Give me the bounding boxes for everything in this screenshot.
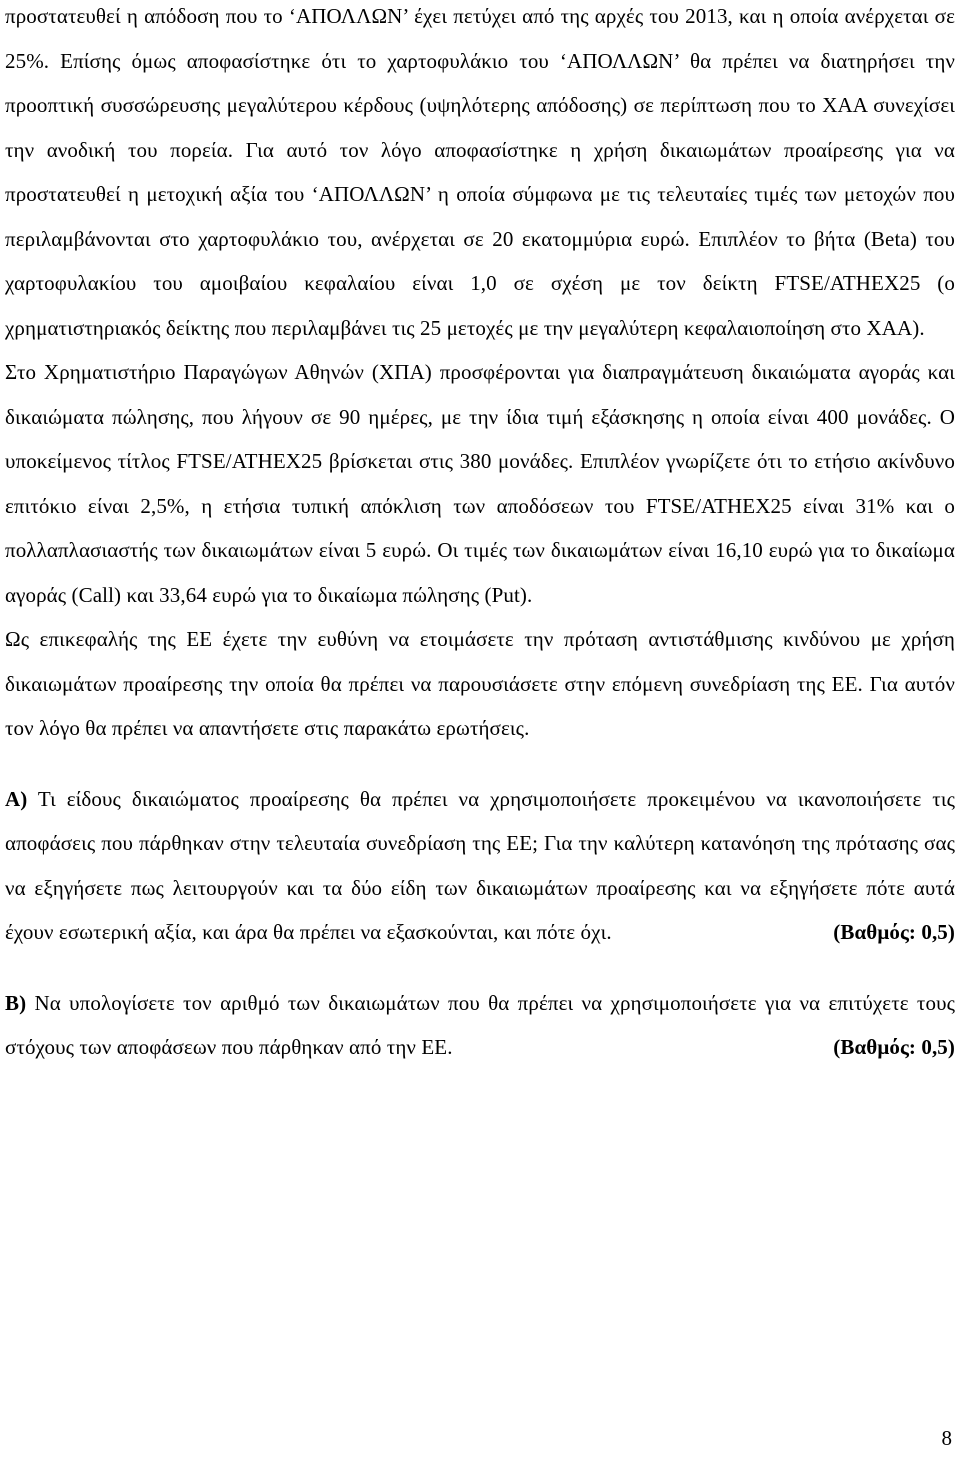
question-text: Να υπολογίσετε τον αριθμό των δικαιωμάτων που θα πρέπει να χρησιμοποιήσετε για να επιτύχετε τους στόχους των αποφάσεων που πάρθηκαν από την ΕΕ. [5,990,955,1059]
question-label: Α) [5,786,28,811]
question-grade: (Βαθμός: 0,5) [833,1035,955,1059]
body-paragraph: προστατευθεί η απόδοση που το ‘ΑΠΟΛΛΩΝ’ έχει πετύχει από της αρχές του 2013, και η οποία ανέρχεται σε 25%. Επίσης όμως αποφασίστηκε ότι το χαρτοφυλάκιο του ‘ΑΠΟΛΛΩΝ’ θα πρέπει να διατηρήσει την προοπτική συσσώρευσης μεγαλύτερου κέρδους (υψηλότερης απόδοσης) σε περίπτωση που το ΧΑΑ συνεχίσει την ανοδική του πορεία. Για αυτό τον λόγο αποφασίστηκε η χρήση δικαιωμάτων προαίρεσης για να προστατευθεί η μετοχική αξία του ‘ΑΠΟΛΛΩΝ’ η οποία σύμφωνα με τις τελευταίες τιμές των μετοχών που περιλαμβάνονται στο χαρτοφυλάκιο του, ανέρχεται σε 20 εκατομμύρια ευρώ. Επιπλέον το βήτα (Beta) του χαρτοφυλακίου του αμοιβαίου κεφαλαίου είναι 1,0 σε σχέση με τον δείκτη FTSE/ATHEX25 (ο χρηματιστηριακός δείκτης που περιλαμβάνει τις 25 μετοχές με την μεγαλύτερη κεφαλαιοποίηση στο ΧΑΑ). [5,4,955,340]
page-number: 8 [941,1426,952,1450]
question-text: Τι είδους δικαιώματος προαίρεσης θα πρέπει να χρησιμοποιήσετε προκειμένου να ικανοποιήσετε τις αποφάσεις που πάρθηκαν στην τελευταία συνεδρίαση της ΕΕ; Για την καλύτερη κατανόηση της πρότασης σας να εξηγήσετε πως λειτουργούν και τα δύο είδη των δικαιωμάτων προαίρεσης και να εξηγήσετε πότε αυτά έχουν εσωτερική αξία, και άρα θα πρέπει να εξασκούνται, και πότε όχι. [5,786,955,944]
body-paragraph: Ως επικεφαλής της ΕΕ έχετε την ευθύνη να ετοιμάσετε την πρόταση αντιστάθμισης κινδύνου με χρήση δικαιωμάτων προαίρεσης την οποία θα πρέπει να παρουσιάσετε στην επόμενη συνεδρίαση της ΕΕ. Για αυτόν τον λόγο θα πρέπει να απαντήσετε στις παρακάτω ερωτήσεις. [5,627,955,740]
question-label: Β) [5,990,27,1015]
body-paragraph: Στο Χρηματιστήριο Παραγώγων Αθηνών (ΧΠΑ) προσφέρονται για διαπραγμάτευση δικαιώματα αγοράς και δικαιώματα πώλησης, που λήγουν σε 90 ημέρες, με την ίδια τιμή εξάσκησης η οποία είναι 400 μονάδες. Ο υποκείμενος τίτλος FTSE/ATHEX25 βρίσκεται στις 380 μονάδες. Επιπλέον γνωρίζετε ότι το ετήσιο ακίνδυνο επιτόκιο είναι 2,5%, η ετήσια τυπική απόκλιση των αποδόσεων του FTSE/ATHEX25 είναι 31% και ο πολλαπλασιαστής των δικαιωμάτων είναι 5 ευρώ. Οι τιμές των δικαιωμάτων είναι 16,10 ευρώ για το δικαίωμα αγοράς (Call) και 33,64 ευρώ για το δικαίωμα πώλησης (Put). [5,360,955,607]
question-a [0,777,960,955]
question-grade: (Βαθμός: 0,5) [833,920,955,944]
question-b [0,981,960,1070]
